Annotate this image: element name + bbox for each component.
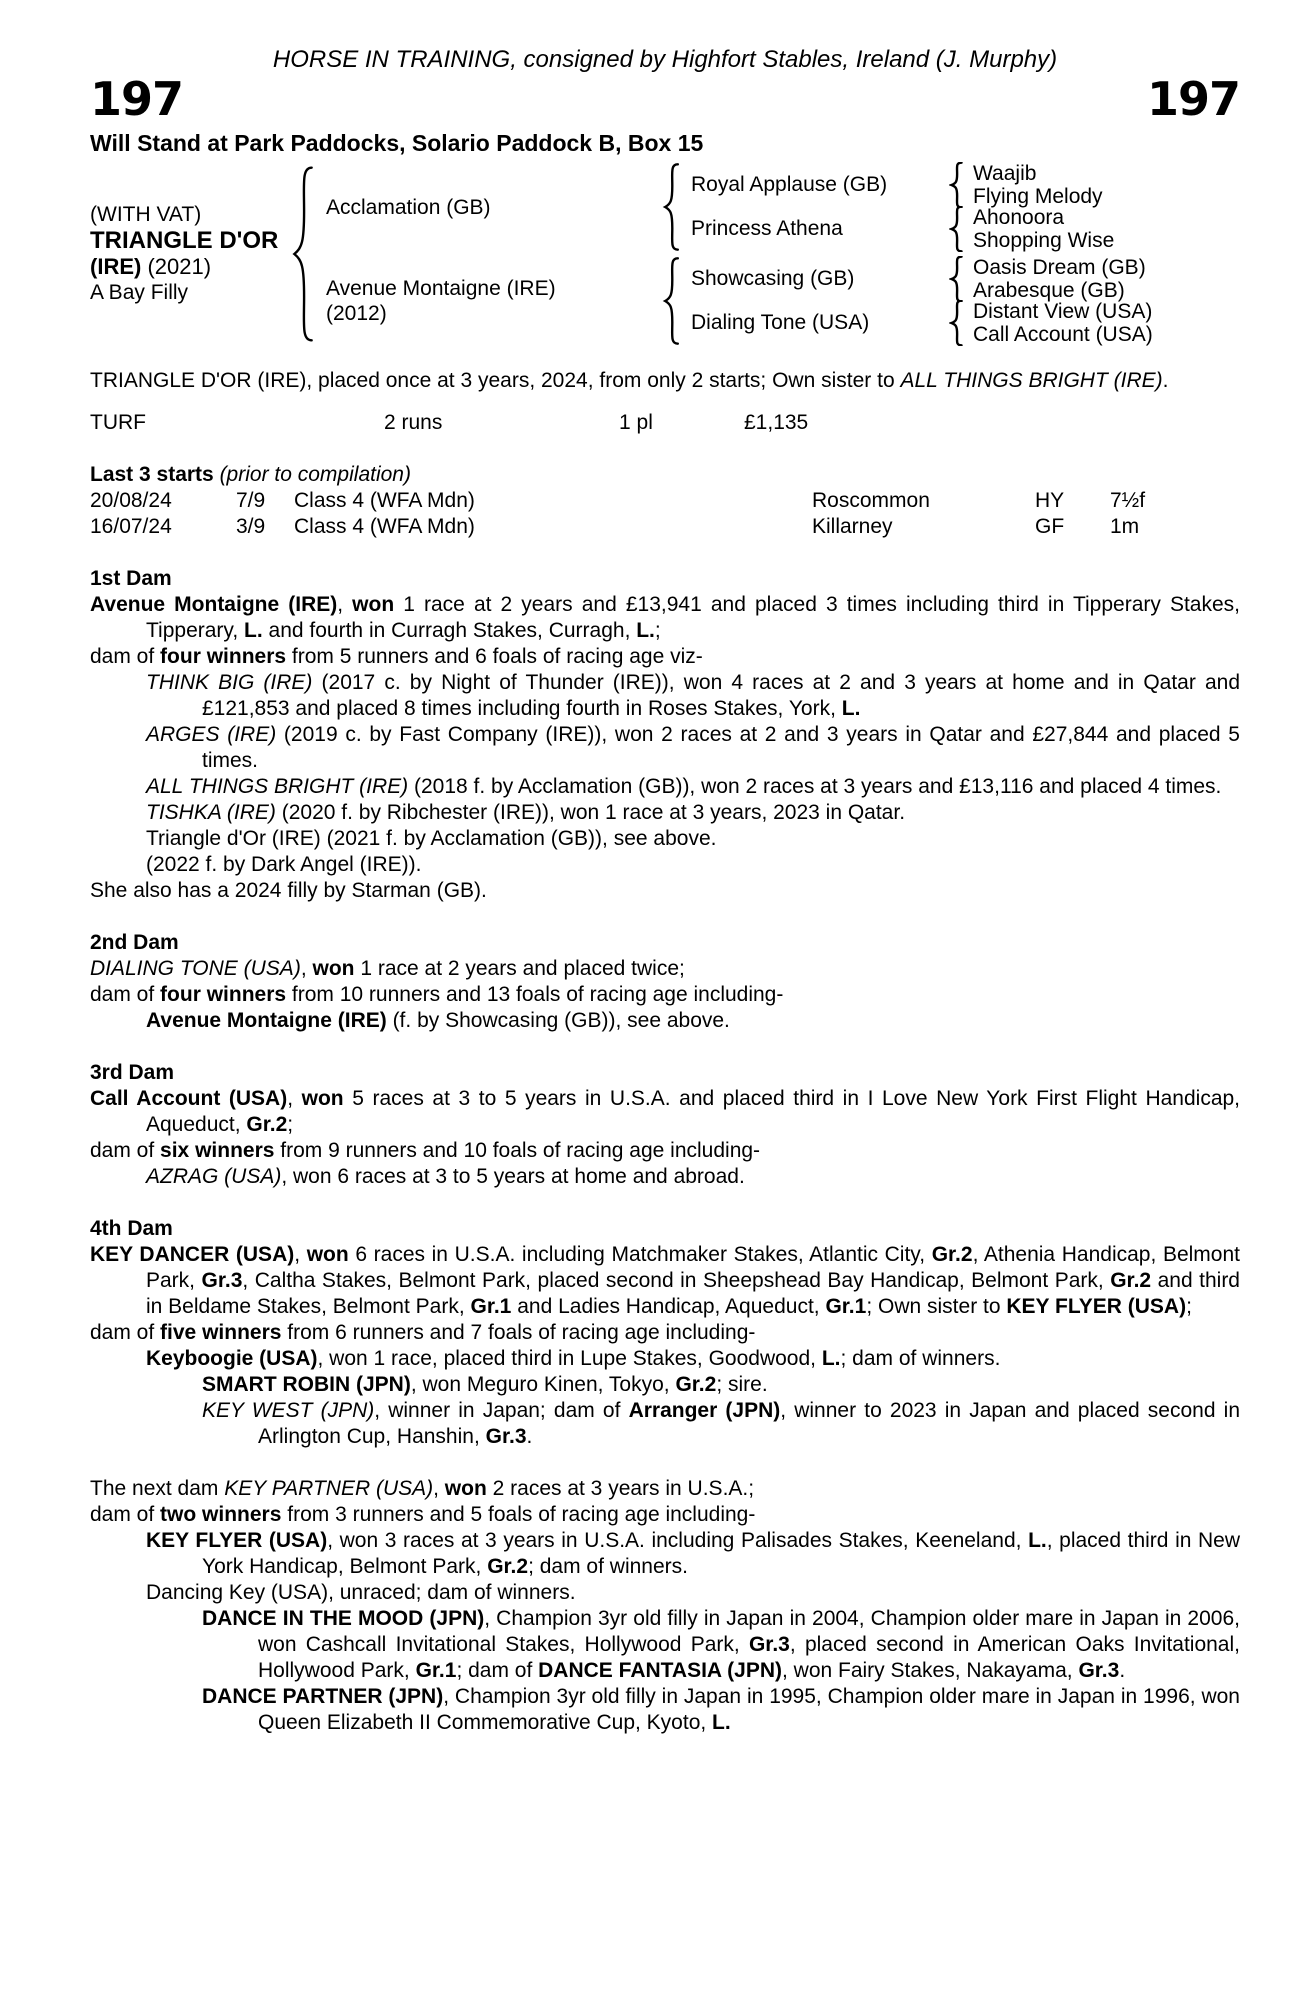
text-segment: TISHKA (IRE) xyxy=(146,801,276,824)
start-going: GF xyxy=(1035,515,1065,538)
text-segment: , winner in Japan; dam of xyxy=(374,1399,629,1422)
paragraph xyxy=(90,1320,1240,1346)
dam-name: Avenue Montaigne (IRE) xyxy=(326,277,556,300)
paragraph xyxy=(90,1528,1240,1580)
text-segment: dam of xyxy=(90,1321,161,1344)
section-heading: 3rd Dam xyxy=(90,1061,175,1084)
brace-icon xyxy=(949,300,964,346)
text-segment: , won Fairy Stakes, Nakayama, xyxy=(781,1659,1079,1682)
start-date: 20/08/24 xyxy=(90,489,172,512)
text-segment: 5 races at 3 to 5 years in U.S.A. and placed third in I Love New York First Flight Handicap, Aqueduct, xyxy=(146,1087,1241,1136)
text-segment: , placed third in New York Handicap, Belmont Park, xyxy=(202,1529,1241,1578)
paragraph xyxy=(90,1346,1240,1372)
text-segment: , Athenia Handicap, Belmont Park, xyxy=(146,1243,1240,1292)
text-segment: , xyxy=(294,1243,307,1266)
text-segment: Gr.1 xyxy=(415,1659,457,1682)
text-segment: 2 races at 3 years in U.S.A.; xyxy=(486,1477,755,1500)
text-segment: won xyxy=(352,593,395,616)
text-segment: (f. by Showcasing (GB)), see above. xyxy=(386,1009,730,1032)
paragraph xyxy=(90,852,1240,878)
text-segment: , xyxy=(337,593,353,616)
start-course: Killarney xyxy=(812,515,893,538)
subject-block xyxy=(90,202,286,306)
text-segment: Avenue Montaigne (IRE) xyxy=(146,1009,387,1032)
brace-icon xyxy=(290,165,316,343)
consignment-line: HORSE IN TRAINING, consigned by Highfort Stables, Ireland (J. Murphy) xyxy=(272,46,1058,73)
text-segment: ; dam of xyxy=(456,1659,539,1682)
text-segment: , won 6 races at 3 to 5 years at home and abroad. xyxy=(281,1165,745,1188)
text-segment: ; sire. xyxy=(716,1373,768,1396)
text-segment: , Caltha Stakes, Belmont Park, placed second in Sheepshead Bay Handicap, Belmont Park, xyxy=(242,1269,1111,1292)
text-segment: (2017 c. by Night of Thunder (IRE)), won 4 races at 2 and 3 years at home and in Qatar and £121,853 and placed 8 times including fourth in Roses Stakes, York, xyxy=(202,671,1240,720)
paragraph xyxy=(90,956,1240,982)
ancestor-name: Flying Melody xyxy=(973,185,1103,208)
text-segment: four winners xyxy=(160,645,287,668)
text-segment: and third in Beldame Stakes, Belmont Park, xyxy=(146,1269,1240,1318)
paragraph xyxy=(90,670,1240,722)
paragraph xyxy=(90,1372,1240,1398)
grandsire-row xyxy=(691,257,1153,301)
last-starts-block xyxy=(90,462,1240,540)
paragraph xyxy=(90,1008,1240,1034)
text-segment: from 6 runners and 7 foals of racing age including- xyxy=(281,1321,756,1344)
text-segment: Gr.2 xyxy=(675,1373,717,1396)
text-segment: Triangle d'Or (IRE) (2021 f. by Acclamation (GB)), see above. xyxy=(146,827,717,850)
text-segment: . xyxy=(526,1425,533,1448)
text-segment: and Ladies Handicap, Aqueduct, xyxy=(511,1295,826,1318)
last-starts-title: Last 3 starts xyxy=(90,463,214,486)
paragraph xyxy=(90,1398,1240,1450)
text-segment: , won 1 race, placed third in Lupe Stakes, Goodwood, xyxy=(317,1347,822,1370)
text-segment: five winners xyxy=(160,1321,282,1344)
start-position: 3/9 xyxy=(236,515,266,538)
stand-location: Will Stand at Park Paddocks, Solario Paddock B, Box 15 xyxy=(90,130,704,156)
ancestor-name: Showcasing (GB) xyxy=(691,267,855,290)
last-starts-heading xyxy=(90,462,1240,488)
text-segment: from 5 runners and 6 foals of racing age viz- xyxy=(286,645,703,668)
ancestor-name: Royal Applause (GB) xyxy=(691,173,888,196)
grandsire-row xyxy=(691,163,1114,207)
text-segment: Gr.2 xyxy=(246,1113,288,1136)
dam-grandparents xyxy=(691,257,1153,345)
brace-icon xyxy=(949,162,964,208)
text-segment: L. xyxy=(636,619,655,642)
lot-number-row xyxy=(90,72,1240,126)
text-segment: ; xyxy=(287,1113,294,1136)
text-segment: Gr.2 xyxy=(931,1243,973,1266)
text-segment: KEY PARTNER (USA) xyxy=(224,1477,434,1500)
paragraph xyxy=(90,1138,1240,1164)
ancestor-name: Dialing Tone (USA) xyxy=(691,311,870,334)
sire-name: Acclamation (GB) xyxy=(326,195,491,219)
text-segment: won xyxy=(312,957,355,980)
text-segment: KEY DANCER (USA) xyxy=(90,1243,295,1266)
dam-name-block xyxy=(326,276,662,326)
text-segment: . xyxy=(1119,1659,1126,1682)
great-grandparents xyxy=(973,256,1146,302)
intro-paragraph xyxy=(90,368,1240,394)
text-segment: , placed second in American Oaks Invitational, Hollywood Park, xyxy=(258,1633,1240,1682)
text-segment: , xyxy=(287,1087,302,1110)
text-segment: TRIANGLE D'OR (IRE), placed once at 3 years, 2024, from only 2 starts; Own sister to xyxy=(90,369,901,392)
paragraph xyxy=(90,1502,1240,1528)
ancestor-name: Ahonoora xyxy=(973,206,1065,229)
start-going: HY xyxy=(1035,489,1065,512)
dam-branch xyxy=(326,256,1240,346)
text-segment: ; xyxy=(1186,1295,1192,1318)
great-grandparents xyxy=(973,300,1153,346)
paragraph xyxy=(90,722,1240,774)
ancestor-name: Waajib xyxy=(973,162,1037,185)
paragraph xyxy=(90,1164,1240,1190)
text-segment: won xyxy=(444,1477,487,1500)
text-segment: Gr.3 xyxy=(485,1425,527,1448)
last-starts-subtitle: (prior to compilation) xyxy=(213,463,411,486)
paragraph xyxy=(90,1606,1240,1684)
text-segment: (2018 f. by Acclamation (GB)), won 2 races at 3 years and £13,116 and placed 4 times. xyxy=(408,775,1222,798)
paragraph xyxy=(90,1476,1240,1502)
text-segment: dam of xyxy=(90,1139,161,1162)
paragraph xyxy=(90,982,1240,1008)
text-segment: Gr.1 xyxy=(470,1295,512,1318)
section-heading: 4th Dam xyxy=(90,1217,173,1240)
text-segment: Avenue Montaigne (IRE) xyxy=(90,593,338,616)
brace-icon xyxy=(662,257,681,345)
text-segment: SMART ROBIN (JPN) xyxy=(202,1373,411,1396)
pedigree-text-sections xyxy=(90,566,1240,1736)
text-segment: ALL THINGS BRIGHT (IRE) xyxy=(146,775,409,798)
granddam-row xyxy=(691,207,1114,251)
text-segment: dam of xyxy=(90,645,161,668)
text-segment: ; xyxy=(654,619,661,642)
section-heading: 1st Dam xyxy=(90,567,172,590)
text-segment: L. xyxy=(244,619,263,642)
table-row xyxy=(90,488,1240,514)
text-segment: Gr.2 xyxy=(1110,1269,1152,1292)
text-segment: Gr.2 xyxy=(487,1555,529,1578)
paragraph xyxy=(90,592,1240,644)
brace-icon xyxy=(949,256,964,302)
text-segment: from 10 runners and 13 foals of racing age including- xyxy=(286,983,784,1006)
text-segment: AZRAG (USA) xyxy=(146,1165,282,1188)
text-segment: DANCE FANTASIA (JPN) xyxy=(538,1659,782,1682)
race-summary-row xyxy=(90,410,1240,436)
text-segment: dam of xyxy=(90,983,161,1006)
text-segment: . xyxy=(1162,369,1169,392)
great-grandparents xyxy=(973,206,1114,252)
text-segment: Gr.3 xyxy=(748,1633,790,1656)
great-grandparents xyxy=(973,162,1103,208)
start-distance: 7½f xyxy=(1110,489,1146,512)
pedigree-chart xyxy=(90,160,1240,348)
text-segment: DANCE PARTNER (JPN) xyxy=(202,1685,444,1708)
ancestor-columns xyxy=(326,162,1240,346)
paragraph xyxy=(90,800,1240,826)
start-course: Roscommon xyxy=(812,489,930,512)
text-segment: , Champion 3yr old filly in Japan in 2004, Champion older mare in Japan in 2006, won Cashcall Invitational Stakes, Hollywood Park, xyxy=(258,1607,1240,1656)
text-segment: ; dam of winners. xyxy=(528,1555,688,1578)
ancestor-name: Shopping Wise xyxy=(973,229,1115,252)
horse-origin-year xyxy=(90,254,286,280)
start-date: 16/07/24 xyxy=(90,515,172,538)
text-segment: Arranger (JPN) xyxy=(628,1399,781,1422)
text-segment: won xyxy=(306,1243,349,1266)
text-segment: dam of xyxy=(90,1503,161,1526)
text-segment: four winners xyxy=(160,983,287,1006)
text-segment: Call Account (USA) xyxy=(90,1087,288,1110)
text-segment: Gr.3 xyxy=(1078,1659,1120,1682)
ancestor-name: Arabesque (GB) xyxy=(973,279,1125,302)
race-runs: 2 runs xyxy=(384,411,443,434)
text-segment: ; Own sister to xyxy=(866,1295,1007,1318)
text-segment: Gr.1 xyxy=(825,1295,867,1318)
text-segment: She also has a 2024 filly by Starman (GB). xyxy=(90,879,487,902)
table-row xyxy=(90,514,1240,540)
text-segment: ARGES (IRE) xyxy=(146,723,277,746)
granddam-row xyxy=(691,301,1153,345)
start-race: Class 4 (WFA Mdn) xyxy=(294,515,475,538)
start-distance: 1m xyxy=(1110,515,1140,538)
paragraph xyxy=(90,774,1240,800)
text-segment: The next dam xyxy=(90,1477,225,1500)
paragraph xyxy=(90,1086,1240,1138)
text-segment: THINK BIG (IRE) xyxy=(146,671,313,694)
paragraph xyxy=(90,1242,1240,1320)
text-segment: Dancing Key (USA), unraced; dam of winners. xyxy=(146,1581,576,1604)
text-segment: , xyxy=(433,1477,445,1500)
text-segment: DIALING TONE (USA) xyxy=(90,957,301,980)
text-segment: and fourth in Curragh Stakes, Curragh, xyxy=(262,619,637,642)
paragraph xyxy=(90,878,1240,904)
text-segment: KEY FLYER (USA) xyxy=(146,1529,328,1552)
paragraph xyxy=(90,1684,1240,1736)
start-position: 7/9 xyxy=(236,489,266,512)
paragraph xyxy=(90,826,1240,852)
sire-branch xyxy=(326,162,1240,252)
text-segment: ; dam of winners. xyxy=(840,1347,1001,1370)
text-segment: , xyxy=(300,957,313,980)
brace-icon xyxy=(949,206,964,252)
text-segment: won xyxy=(301,1087,344,1110)
lot-number-right: 197 xyxy=(1146,72,1240,126)
ancestor-name: Princess Athena xyxy=(691,217,843,240)
section-heading: 2nd Dam xyxy=(90,931,179,954)
horse-year: (2021) xyxy=(147,254,212,279)
text-segment: 6 races in U.S.A. including Matchmaker Stakes, Atlantic City, xyxy=(348,1243,932,1266)
text-segment: six winners xyxy=(160,1139,275,1162)
ancestor-name: Call Account (USA) xyxy=(973,323,1153,346)
text-segment: (2020 f. by Ribchester (IRE)), won 1 race at 3 years, 2023 in Qatar. xyxy=(275,801,906,824)
text-segment: L. xyxy=(821,1347,841,1370)
horse-name: TRIANGLE D'OR xyxy=(90,227,279,254)
race-earnings: £1,135 xyxy=(744,411,809,434)
text-segment: 1 race at 2 years and £13,941 and placed 3 times including third in Tipperary Stakes, Tipperary, xyxy=(146,593,1240,642)
text-segment: , won 3 races at 3 years in U.S.A. including Palisades Stakes, Keeneland, xyxy=(327,1529,1029,1552)
ancestor-name: Oasis Dream (GB) xyxy=(973,256,1146,279)
horse-description: A Bay Filly xyxy=(90,281,189,304)
dam-year: (2012) xyxy=(326,302,387,325)
text-segment: (2022 f. by Dark Angel (IRE)). xyxy=(146,853,422,876)
sire-grandparents xyxy=(691,163,1114,251)
text-segment: KEY WEST (JPN) xyxy=(202,1399,375,1422)
text-segment: from 9 runners and 10 foals of racing age including- xyxy=(274,1139,761,1162)
text-segment: , Champion 3yr old filly in Japan in 1995, Champion older mare in Japan in 1996, won Queen Elizabeth II Commemorative Cup, Kyoto, xyxy=(258,1685,1240,1734)
paragraph xyxy=(90,1580,1240,1606)
race-surface: TURF xyxy=(90,411,146,434)
section-spacer xyxy=(90,1450,1240,1476)
text-segment: L. xyxy=(1028,1529,1047,1552)
text-segment: ALL THINGS BRIGHT (IRE) xyxy=(900,369,1163,392)
vat-note: (WITH VAT) xyxy=(90,203,202,226)
text-segment: L. xyxy=(841,697,861,720)
brace-icon xyxy=(662,163,681,251)
text-segment: (2019 c. by Fast Company (IRE)), won 2 races at 2 and 3 years in Qatar and £27,844 and placed 5 times. xyxy=(202,723,1240,772)
race-placings: 1 pl xyxy=(619,411,653,434)
text-segment: KEY FLYER (USA) xyxy=(1006,1295,1187,1318)
text-segment: , won Meguro Kinen, Tokyo, xyxy=(410,1373,676,1396)
text-segment: Keyboogie (USA) xyxy=(146,1347,318,1370)
paragraph xyxy=(90,644,1240,670)
text-segment: from 3 runners and 5 foals of racing age including- xyxy=(281,1503,756,1526)
text-segment: L. xyxy=(712,1711,731,1734)
lot-number-left: 197 xyxy=(90,72,184,126)
text-segment: Gr.3 xyxy=(201,1269,243,1292)
text-segment: two winners xyxy=(160,1503,282,1526)
start-race: Class 4 (WFA Mdn) xyxy=(294,489,475,512)
ancestor-name: Distant View (USA) xyxy=(973,300,1153,323)
text-segment: 1 race at 2 years and placed twice; xyxy=(354,957,685,980)
horse-origin: (IRE) xyxy=(90,254,142,279)
text-segment: , winner to 2023 in Japan and placed second in Arlington Cup, Hanshin, xyxy=(258,1399,1240,1448)
text-segment: DANCE IN THE MOOD (JPN) xyxy=(202,1607,485,1630)
